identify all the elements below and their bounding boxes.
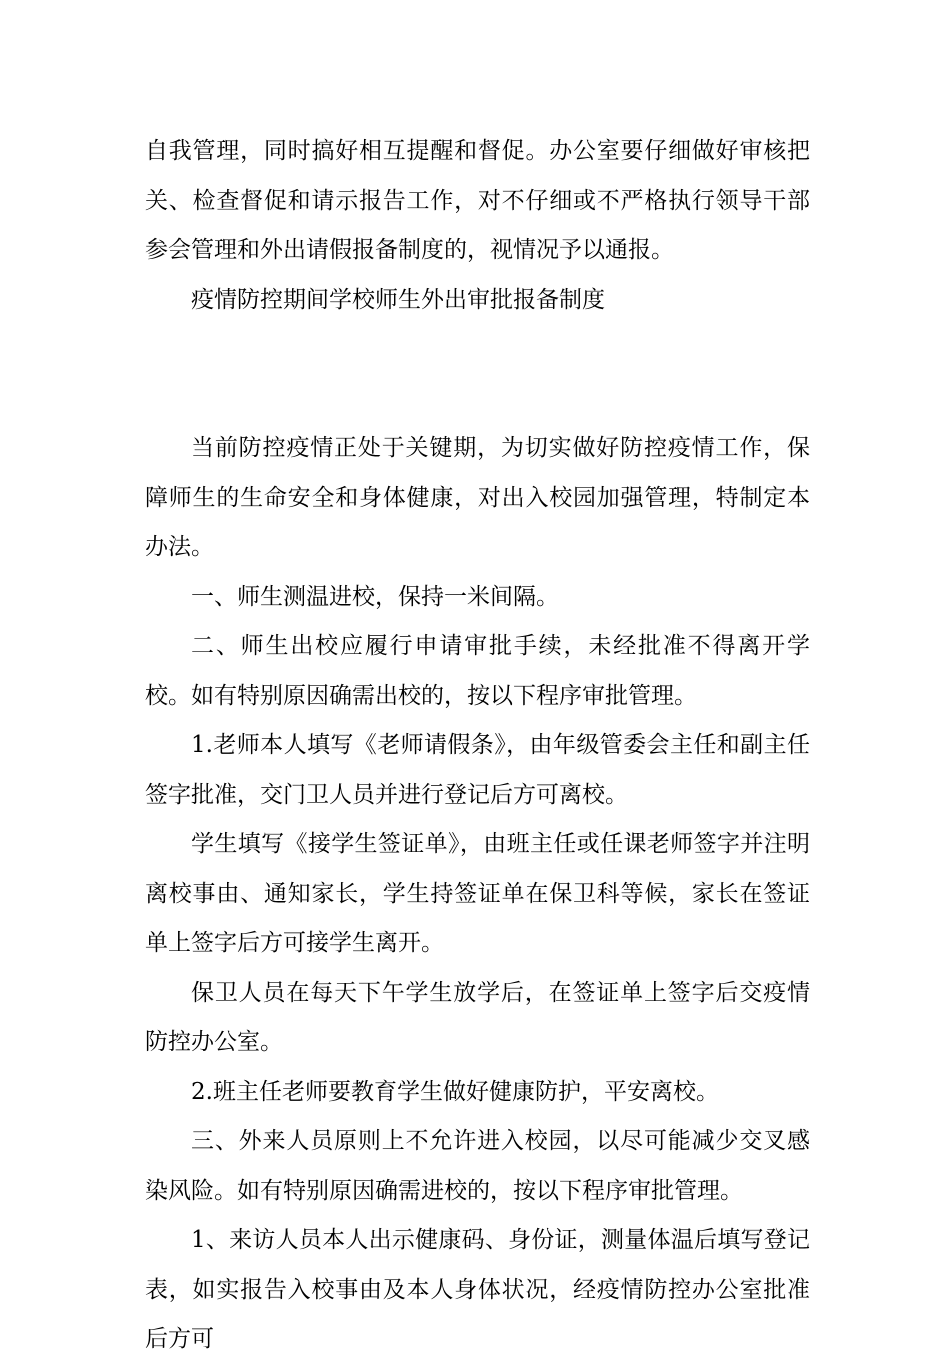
- section-title: 疫情防控期间学校师生外出审批报备制度: [191, 286, 605, 313]
- body-paragraph-security: 保卫人员在每天下午学生放学后，在签证单上签字后交疫情防控办公室。: [145, 979, 810, 1055]
- blank-space: [145, 325, 810, 424]
- body-paragraph-item-2: 二、师生出校应履行申请审批手续，未经批准不得离开学校。如有特别原因确需出校的，按以下程序审批管理。: [145, 633, 810, 709]
- body-paragraph-intro: 当前防控疫情正处于关键期，为切实做好防控疫情工作，保障师生的生命安全和身体健康，对出入校园加强管理，特制定本办法。: [145, 435, 810, 560]
- body-paragraph-headteacher: 2.班主任老师要教育学生做好健康防护，平安离校。: [191, 1078, 719, 1105]
- body-paragraph-visitors: 1、来访人员本人出示健康码、身份证，测量体温后填写登记表，如实报告入校事由及本人身体状况，经疫情防控办公室批准后方可: [145, 1227, 810, 1352]
- body-paragraph-teacher-leave: 1.老师本人填写《老师请假条》，由年级管委会主任和副主任签字批准，交门卫人员并进行登记后方可离校。: [145, 732, 810, 808]
- body-paragraph-item-3: 三、外来人员原则上不允许进入校园，以尽可能减少交叉感染风险。如有特别原因确需进校的，按以下程序审批管理。: [145, 1128, 810, 1204]
- body-paragraph-student-pickup: 学生填写《接学生签证单》，由班主任或任课老师签字并注明离校事由、通知家长，学生持签证单在保卫科等候，家长在签证单上签字后方可接学生离开。: [145, 831, 810, 956]
- body-paragraph-item-1: 一、师生测温进校，保持一米间隔。: [191, 583, 559, 610]
- continued-paragraph: 自我管理，同时搞好相互提醒和督促。办公室要仔细做好审核把关、检查督促和请示报告工作，对不仔细或不严格执行领导干部参会管理和外出请假报备制度的，视情况予以通报。: [145, 138, 810, 263]
- document-content: [145, 127, 810, 1365]
